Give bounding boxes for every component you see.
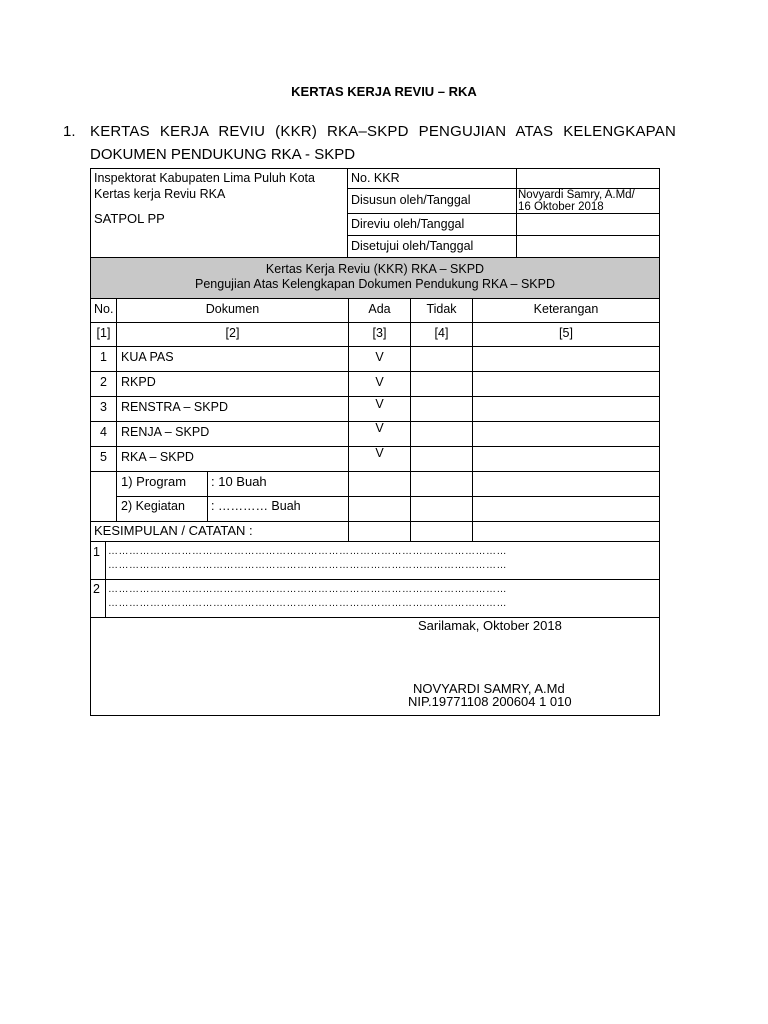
program-label: 1) Program	[121, 474, 187, 489]
row-number: 1	[100, 350, 107, 364]
signature-name: NOVYARDI SAMRY, A.Md	[413, 681, 565, 696]
note-line: ……………………………………………………………………………………………………	[108, 546, 507, 557]
note-line: ……………………………………………………………………………………………………	[108, 598, 507, 609]
row-check-ada: V	[375, 397, 384, 411]
org-name: Inspektorat Kabupaten Lima Puluh Kota	[94, 171, 315, 185]
disetujui-label: Disetujui oleh/Tanggal	[351, 239, 474, 253]
row-document: RKA – SKPD	[121, 450, 194, 464]
kegiatan-label: 2) Kegiatan	[121, 499, 185, 513]
col-index: [4]	[434, 326, 449, 340]
row-document: RENSTRA – SKPD	[121, 400, 228, 414]
disusun-label: Disusun oleh/Tanggal	[351, 193, 471, 207]
signature-nip: NIP.19771108 200604 1 010	[408, 694, 572, 709]
no-kkr-label: No. KKR	[351, 171, 400, 185]
banner-line2: Pengujian Atas Kelengkapan Dokumen Pendukung RKA – SKPD	[195, 277, 555, 291]
row-number: 3	[100, 400, 107, 414]
section-heading-line2: DOKUMEN PENDUKUNG RKA - SKPD	[90, 146, 356, 163]
row-document: RENJA – SKPD	[121, 425, 210, 439]
row-document: RKPD	[121, 375, 156, 389]
col-header-no: No.	[94, 302, 114, 316]
col-header-keterangan: Keterangan	[533, 302, 599, 316]
row-document: KUA PAS	[121, 350, 174, 364]
row-check-ada: V	[375, 375, 384, 389]
banner-line1: Kertas Kerja Reviu (KKR) RKA – SKPD	[265, 262, 485, 276]
direviu-label: Direviu oleh/Tanggal	[351, 217, 465, 231]
row-check-ada: V	[375, 446, 384, 460]
col-index: [1]	[96, 326, 111, 340]
section-heading-line1: KERTAS KERJA REVIU (KKR) RKA–SKPD PENGUJIAN ATAS KELENGKAPAN	[90, 123, 676, 140]
row-number: 5	[100, 450, 107, 464]
disusun-value-name: Novyardi Samry, A.Md/	[518, 189, 635, 201]
kesimpulan-label: KESIMPULAN / CATATAN :	[94, 523, 253, 538]
org-unit: SATPOL PP	[94, 211, 165, 226]
kegiatan-value: : ………… Buah	[211, 499, 301, 513]
note-line: ……………………………………………………………………………………………………	[108, 560, 507, 571]
document-title: KERTAS KERJA REVIU – RKA	[291, 84, 477, 99]
disusun-value-date: 16 Oktober 2018	[518, 201, 604, 213]
note-number: 2	[93, 582, 100, 596]
col-header-dokumen: Dokumen	[205, 302, 260, 316]
org-subtitle: Kertas kerja Reviu RKA	[94, 187, 226, 201]
col-index: [3]	[372, 326, 387, 340]
row-number: 2	[100, 375, 107, 389]
row-number: 4	[100, 425, 107, 439]
program-value: : 10 Buah	[211, 474, 267, 489]
section-number: 1.	[63, 123, 76, 140]
col-header-ada: Ada	[368, 302, 391, 316]
note-line: ……………………………………………………………………………………………………	[108, 584, 507, 595]
row-check-ada: V	[375, 421, 384, 435]
row-check-ada: V	[375, 350, 384, 364]
note-number: 1	[93, 545, 100, 559]
signature-place-date: Sarilamak, Oktober 2018	[418, 618, 562, 633]
col-header-tidak: Tidak	[426, 302, 457, 316]
col-index: [2]	[225, 326, 240, 340]
col-index: [5]	[559, 326, 573, 340]
